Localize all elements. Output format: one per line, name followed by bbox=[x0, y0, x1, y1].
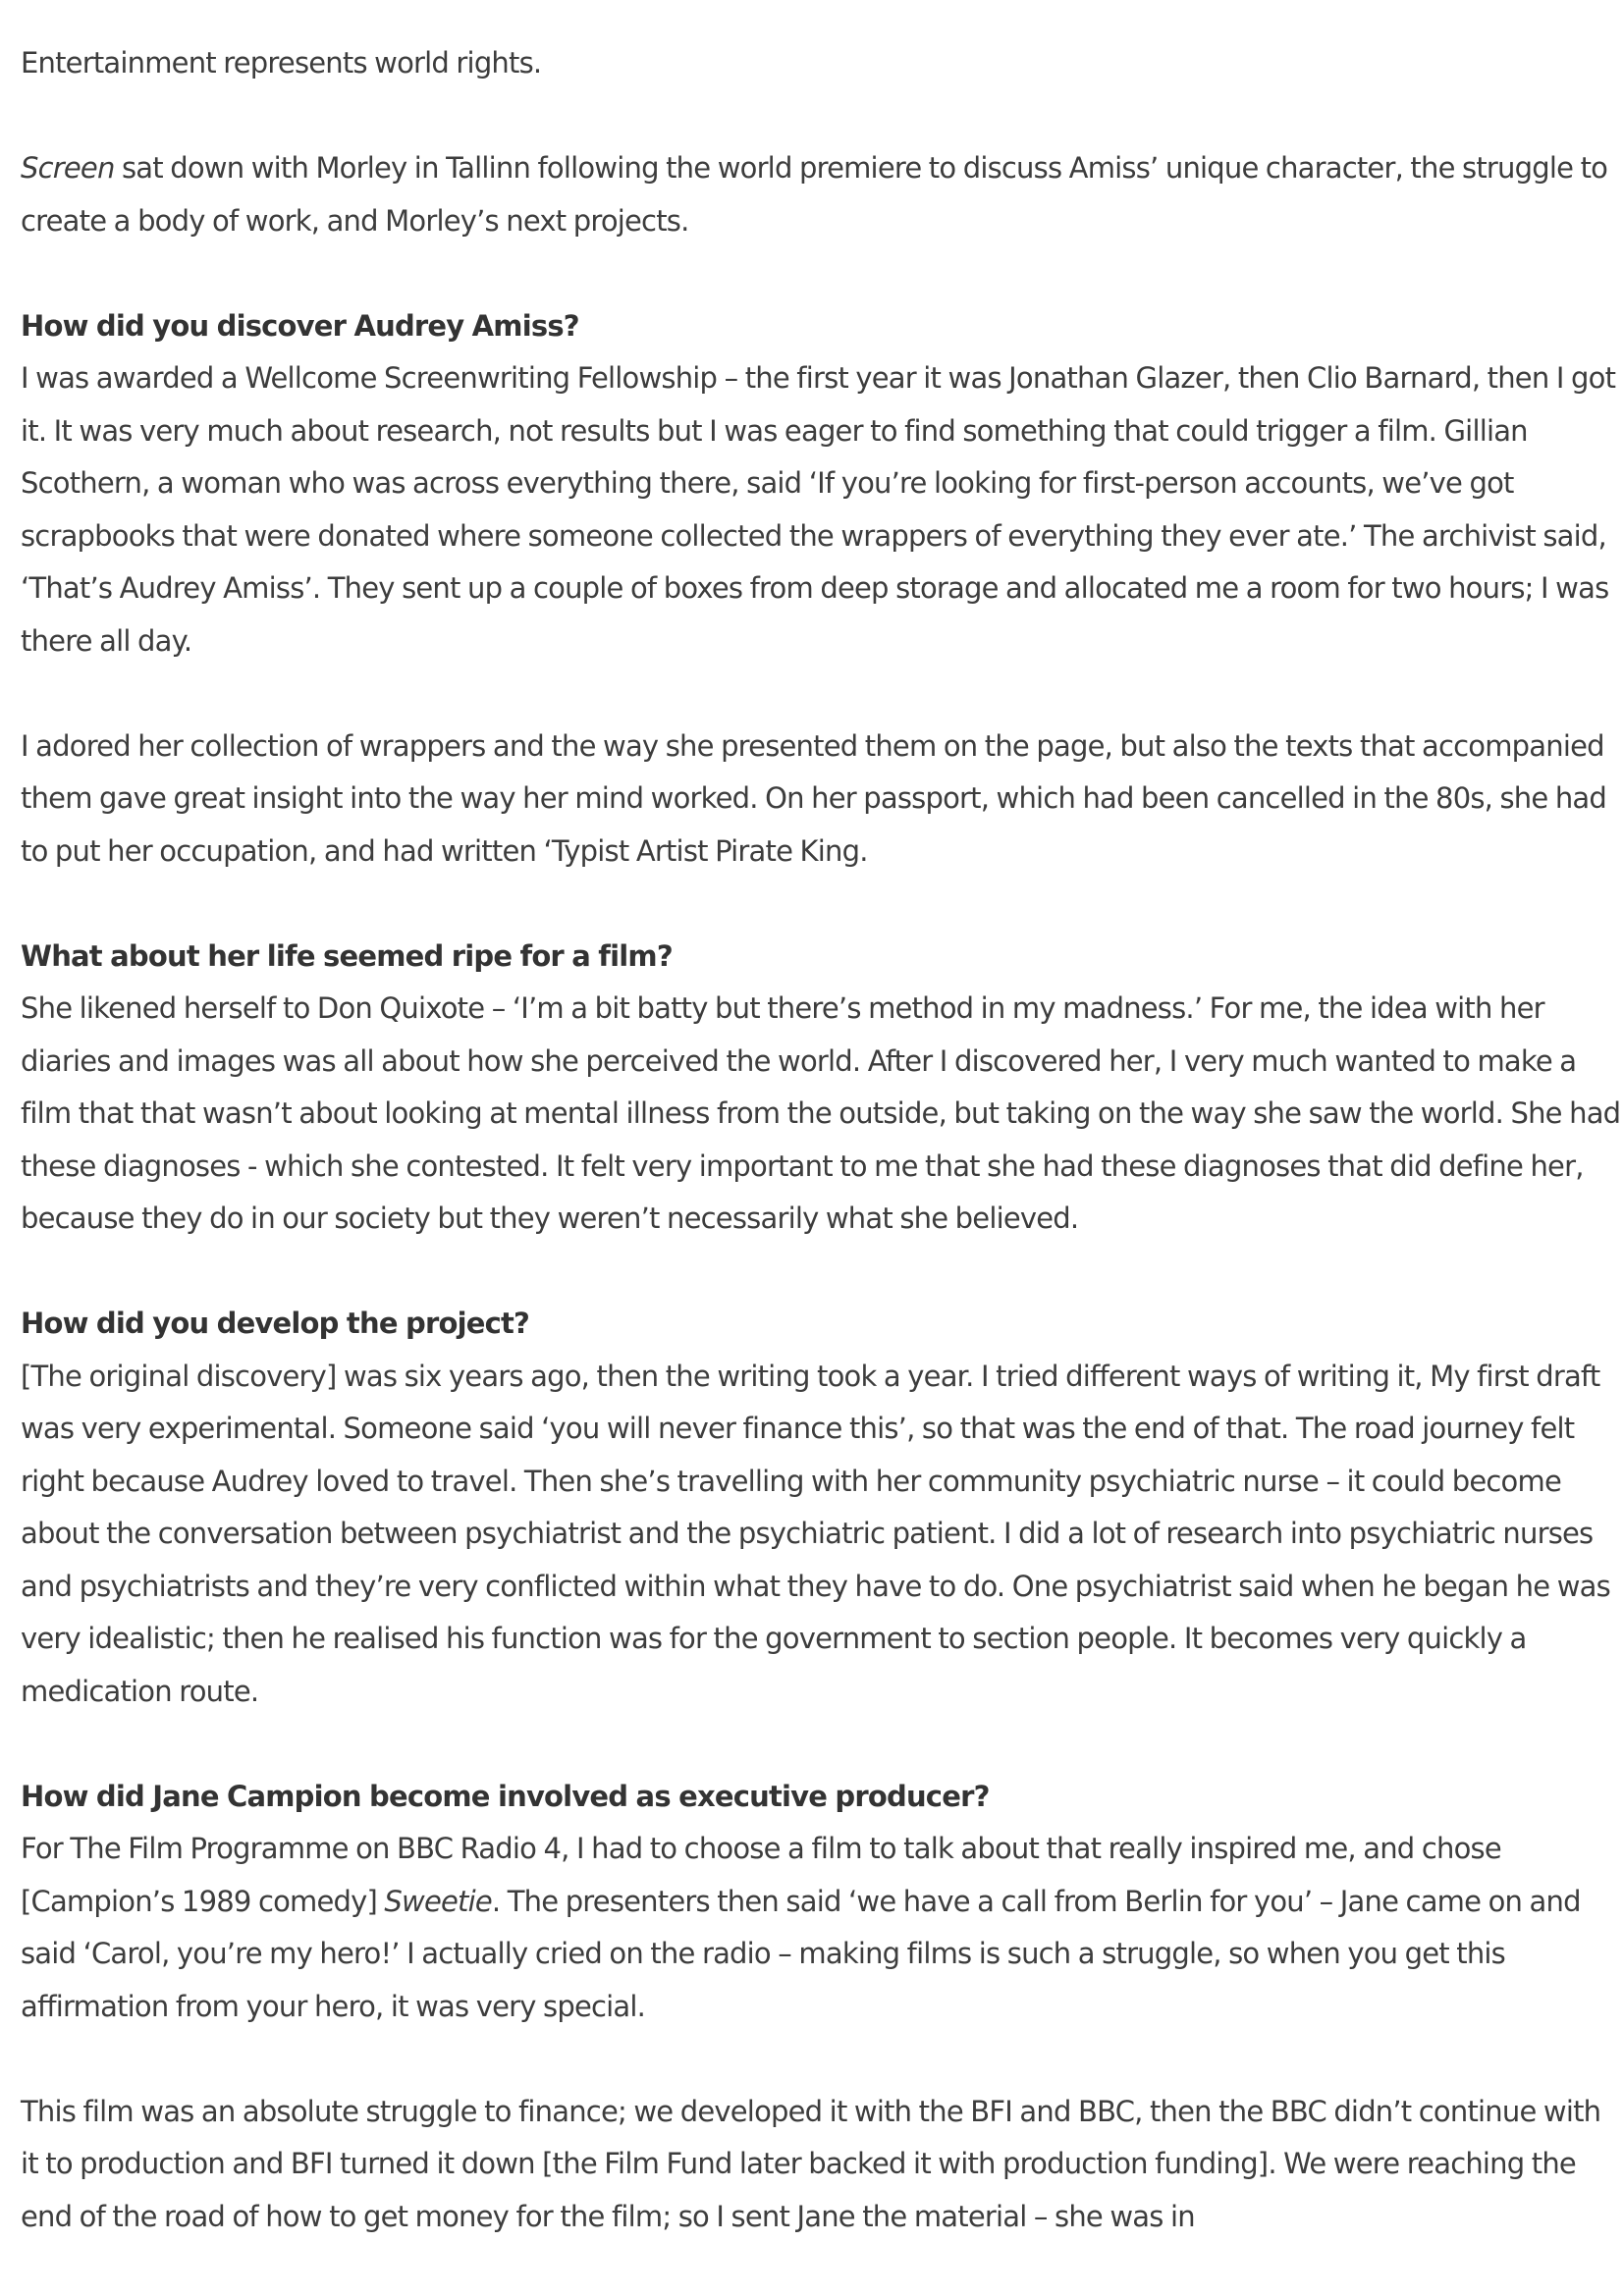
answer-text-end: . The presenters then said ‘we have a call from Berlin for you’ – Jane came on and said ‘Carol, you’re my hero!’ I actually cried on the radio – making films is such a struggle, so when you get this affirmation from your hero, it was very special. bbox=[21, 1884, 1581, 2023]
qa-block-life bbox=[21, 931, 1621, 1246]
publication-name: Screen bbox=[21, 151, 115, 185]
qa-block-discover bbox=[21, 300, 1621, 668]
interview-question: What about her life seemed ripe for a film? bbox=[21, 938, 673, 973]
interview-question: How did you discover Audrey Amiss? bbox=[21, 308, 579, 343]
paragraph-rights: Entertainment represents world rights. bbox=[21, 46, 542, 80]
interview-answer: [The original discovery] was six years ago, then the writing took a year. I tried different ways of writing it, My first draft was very experimental. Someone said ‘you will never finance this’, so that was the end of that. The road journey felt right because Audrey loved to travel. Then she’s travelling with her community psychiatric nurse – it could become about the conversation between psychiatrist and the psychiatric patient. I did a lot of research into psychiatric nurses and psychiatrists and they’re very conflicted within what they have to do. One psychiatrist said when he began he was very idealistic; then he realised his function was for the government to section people. It becomes very quickly a medication route. bbox=[21, 1359, 1610, 1708]
interview-question: How did Jane Campion become involved as executive producer? bbox=[21, 1779, 990, 1813]
interview-answer bbox=[21, 1823, 1621, 2033]
paragraph-intro bbox=[21, 142, 1621, 247]
article-body bbox=[21, 37, 1621, 2296]
qa-block-campion bbox=[21, 1771, 1621, 2034]
paragraph-finance: This film was an absolute struggle to finance; we developed it with the BFI and BBC, then the BBC didn’t continue with it to production and BFI turned it down [the Film Fund later backed it with production funding]. We were reaching the end of the road of how to get money for the film; so I sent Jane the material – she was in bbox=[21, 2094, 1601, 2233]
paragraph-wrappers: I adored her collection of wrappers and the way she presented them on the page, but also the texts that accompanied them gave great insight into the way her mind worked. On her passport, which had been cancelled in the 80s, she had to put her occupation, and had written ‘Typist Artist Pirate King. bbox=[21, 728, 1607, 868]
film-title: Sweetie bbox=[384, 1884, 492, 1918]
interview-answer: She likened herself to Don Quixote – ‘I’m a bit batty but there’s method in my madness.’ For me, the idea with her diaries and images was all about how she perceived the world. After I discovered her, I very much wanted to make a film that that wasn’t about looking at mental illness from the outside, but taking on the way she saw the world. She had these diagnoses - which she contested. It felt very important to me that she had these diagnoses that did define her, because they do in our society but they weren’t necessarily what she believed. bbox=[21, 991, 1621, 1235]
interview-answer: I was awarded a Wellcome Screenwriting Fellowship – the first year it was Jonathan Glazer, then Clio Barnard, then I got it. It was very much about research, not results but I was eager to find something that could trigger a film. Gillian Scothern, a woman who was across everything there, said ‘If you’re looking for first-person accounts, we’ve got scrapbooks that were donated where someone collected the wrappers of everything they ever ate.’ The archivist said, ‘That’s Audrey Amiss’. They sent up a couple of boxes from deep storage and allocated me a room for two hours; I was there all day. bbox=[21, 361, 1616, 658]
qa-block-develop bbox=[21, 1298, 1621, 1718]
intro-text: sat down with Morley in Tallinn following the world premiere to discuss Amiss’ unique character, the struggle to create a body of work, and Morley’s next projects. bbox=[21, 151, 1608, 238]
interview-question: How did you develop the project? bbox=[21, 1307, 530, 1340]
answer-text-start: For The Film Programme on BBC Radio 4, I had to choose a film to talk about that really inspired me, and chose [Campion’s 1989 comedy] bbox=[21, 1832, 1501, 1918]
